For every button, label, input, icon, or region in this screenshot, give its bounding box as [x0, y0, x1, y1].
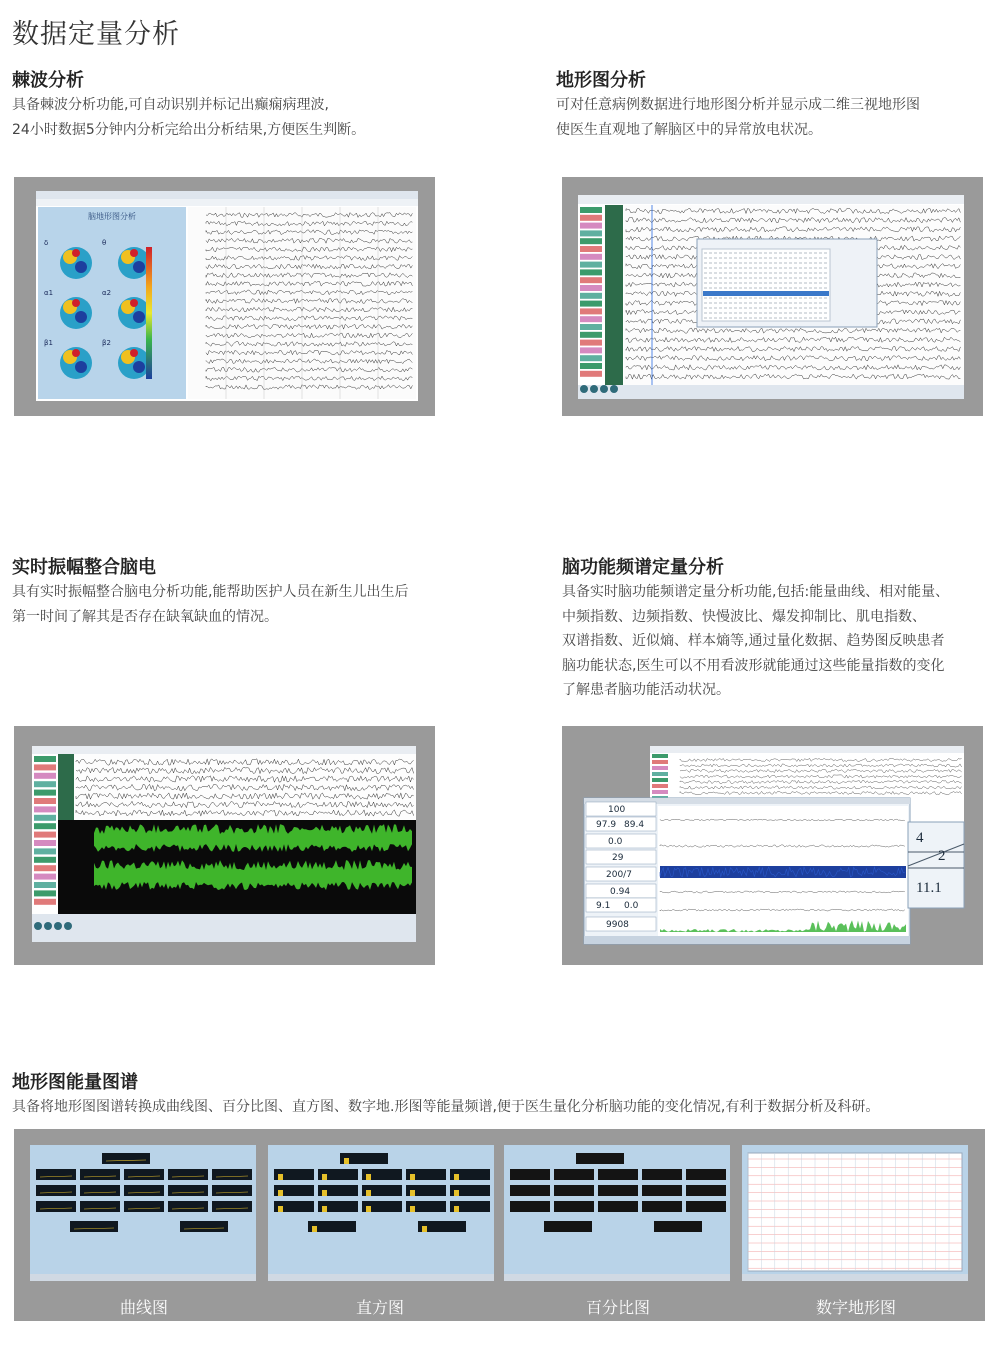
atlas-panel — [268, 1145, 494, 1281]
section-title-energy: 地形图能量图谱 — [12, 1072, 138, 1093]
monitor-value: 29 — [612, 853, 624, 863]
menu-button[interactable] — [652, 766, 668, 770]
caption-percentage: 百分比图 — [585, 1298, 650, 1317]
atlas-cell — [598, 1185, 638, 1196]
atlas-cell — [554, 1201, 594, 1212]
menu-button[interactable] — [580, 355, 602, 361]
atlas-cell — [598, 1169, 638, 1180]
menu-button[interactable] — [580, 340, 602, 346]
atlas-cell — [576, 1153, 624, 1164]
atlas-cell — [124, 1169, 164, 1180]
menu-button[interactable] — [580, 347, 602, 353]
monitor-value: 9.1 — [596, 901, 611, 911]
atlas-cell — [686, 1185, 726, 1196]
side-value-2: 2 — [938, 848, 946, 864]
atlas-cell — [70, 1221, 118, 1232]
menu-button[interactable] — [34, 781, 56, 787]
spike-window-title: 脑地形图分析 — [88, 212, 136, 221]
section-body-topo: 可对任意病例数据进行地形图分析并显示成二维三视地形图 使医生直观地了解脑区中的异常放电状况。 — [556, 97, 920, 138]
menu-button[interactable] — [580, 285, 602, 291]
side-value-3: 11.1 — [916, 880, 942, 896]
menu-button[interactable] — [652, 772, 668, 776]
atlas-cell — [510, 1185, 550, 1196]
section-body-spectrum: 具备实时脑功能频谱定量分析功能,包括:能量曲线、相对能量、 中频指数、边频指数、快慢波比、爆发抑制比、肌电指数、 双谱指数、近似熵、样本熵等,通过量化数据、趋势图反映患者 脑功能状态,医生可以不用看波形就能通过这些能量指数的变化 了解患者脑功能活动状况。 — [562, 584, 950, 698]
atlas-cell — [80, 1169, 120, 1180]
menu-button[interactable] — [652, 784, 668, 788]
menu-button[interactable] — [580, 301, 602, 307]
caption-digital-topo: 数字地形图 — [815, 1298, 896, 1317]
menu-button[interactable] — [34, 840, 56, 846]
atlas-panel — [30, 1145, 256, 1281]
menu-button[interactable] — [34, 773, 56, 779]
section-body-energy: 具备将地形图图谱转换成曲线图、百分比图、直方图、数字地.形图等能量频谱,便于医生量化分析脑功能的变化情况,有利于数据分析及科研。 — [12, 1099, 880, 1115]
atlas-cell — [212, 1201, 252, 1212]
atlas-cell — [168, 1169, 208, 1180]
menu-button[interactable] — [580, 238, 602, 244]
spectrum-screenshot — [562, 726, 983, 965]
section-title-aeeg: 实时振幅整合脑电 — [12, 557, 156, 578]
section-title-spike: 棘波分析 — [12, 70, 84, 91]
monitor-value: 0.0 — [624, 901, 639, 911]
menu-button[interactable] — [580, 223, 602, 229]
menu-button[interactable] — [34, 790, 56, 796]
menu-button[interactable] — [34, 756, 56, 762]
topo-analysis-screenshot — [562, 177, 983, 416]
section-title-spectrum: 脑功能频谱定量分析 — [562, 557, 724, 578]
menu-button[interactable] — [580, 246, 602, 252]
side-value-1: 4 — [916, 830, 924, 846]
atlas-cell — [554, 1185, 594, 1196]
menu-button[interactable] — [34, 823, 56, 829]
atlas-cell — [654, 1221, 702, 1232]
atlas-cell — [124, 1201, 164, 1212]
atlas-cell — [686, 1201, 726, 1212]
atlas-cell — [180, 1221, 228, 1232]
band-label: θ — [102, 239, 107, 247]
menu-button[interactable] — [580, 324, 602, 330]
atlas-cell — [168, 1185, 208, 1196]
atlas-cell — [642, 1169, 682, 1180]
menu-button[interactable] — [580, 262, 602, 268]
atlas-cell — [80, 1185, 120, 1196]
menu-button[interactable] — [580, 316, 602, 322]
band-label: δ — [44, 239, 49, 247]
menu-button[interactable] — [580, 277, 602, 283]
menu-button[interactable] — [652, 790, 668, 794]
menu-button[interactable] — [580, 293, 602, 299]
atlas-cell — [212, 1185, 252, 1196]
monitor-value: 97.9 — [596, 820, 617, 830]
monitor-value: 89.4 — [624, 820, 645, 830]
menu-button[interactable] — [34, 798, 56, 804]
atlas-cell — [598, 1201, 638, 1212]
caption-histogram: 直方图 — [355, 1298, 404, 1317]
menu-button[interactable] — [580, 371, 602, 377]
menu-button[interactable] — [34, 890, 56, 896]
page-title: 数据定量分析 — [12, 19, 180, 50]
atlas-cell — [554, 1169, 594, 1180]
atlas-cell — [36, 1201, 76, 1212]
atlas-cell — [36, 1185, 76, 1196]
atlas-cell — [80, 1201, 120, 1212]
monitor-value: 9908 — [606, 920, 629, 930]
menu-button[interactable] — [34, 806, 56, 812]
menu-button[interactable] — [580, 230, 602, 236]
monitor-value: 200/7 — [606, 870, 632, 880]
atlas-cell — [36, 1169, 76, 1180]
section-body-spike: 具备棘波分析功能,可自动识别并标记出癫痫病理波, 24小时数据5分钟内分析完给出分析结果,方便医生判断。 — [12, 97, 366, 138]
monitor-value: 0.94 — [610, 887, 631, 897]
band-label: α2 — [102, 289, 112, 297]
caption-curve: 曲线图 — [119, 1298, 168, 1317]
atlas-panel — [504, 1145, 730, 1281]
menu-button[interactable] — [580, 308, 602, 314]
atlas-cell — [124, 1185, 164, 1196]
monitor-value: 0.0 — [608, 837, 623, 847]
atlas-cell — [642, 1201, 682, 1212]
band-label: β1 — [44, 339, 53, 347]
menu-button[interactable] — [34, 848, 56, 854]
menu-button[interactable] — [34, 815, 56, 821]
atlas-cell — [510, 1201, 550, 1212]
menu-button[interactable] — [580, 215, 602, 221]
menu-button[interactable] — [34, 865, 56, 871]
band-label: α1 — [44, 289, 54, 297]
menu-button[interactable] — [34, 857, 56, 863]
atlas-cell — [544, 1221, 592, 1232]
monitor-value: 100 — [608, 805, 626, 815]
menu-button[interactable] — [652, 778, 668, 782]
menu-button[interactable] — [34, 874, 56, 880]
menu-button[interactable] — [34, 764, 56, 770]
menu-button[interactable] — [34, 882, 56, 888]
atlas-cell — [168, 1201, 208, 1212]
atlas-cell — [510, 1169, 550, 1180]
energy-atlas-strip — [14, 1129, 985, 1321]
section-title-topo: 地形图分析 — [556, 70, 646, 91]
menu-button[interactable] — [580, 332, 602, 338]
aeeg-screenshot — [14, 726, 435, 965]
menu-button[interactable] — [34, 832, 56, 838]
atlas-cell — [102, 1153, 150, 1164]
menu-button[interactable] — [580, 207, 602, 213]
section-body-aeeg: 具有实时振幅整合脑电分析功能,能帮助医护人员在新生儿出生后 第一时间了解其是否存在缺氧缺血的情况。 — [12, 584, 409, 625]
menu-button[interactable] — [652, 760, 668, 764]
atlas-cell — [686, 1169, 726, 1180]
menu-button[interactable] — [34, 899, 56, 905]
menu-button[interactable] — [580, 363, 602, 369]
menu-button[interactable] — [652, 754, 668, 758]
atlas-cell — [642, 1185, 682, 1196]
menu-button[interactable] — [580, 269, 602, 275]
band-label: β2 — [102, 339, 111, 347]
atlas-cell — [212, 1169, 252, 1180]
menu-button[interactable] — [580, 254, 602, 260]
spike-analysis-screenshot — [14, 177, 435, 416]
